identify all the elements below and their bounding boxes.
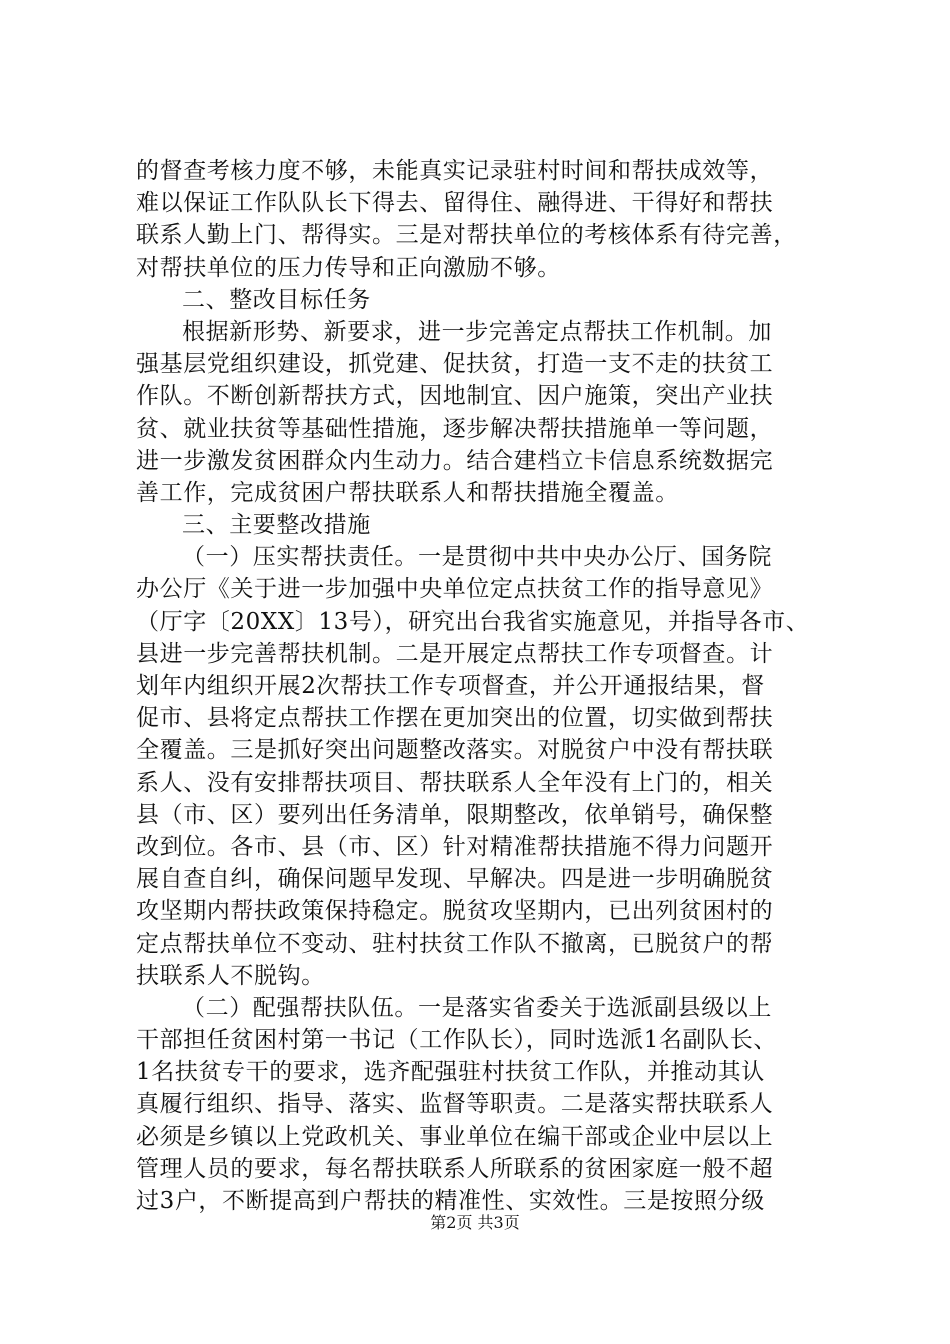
text-line: 过3户，不断提高到户帮扶的精准性、实效性。三是按照分级: [136, 1188, 765, 1214]
text-line: 攻坚期内帮扶政策保持稳定。脱贫攻坚期内，已出列贫困村的: [136, 898, 774, 925]
text-line: 划年内组织开展2次帮扶工作专项督查，并公开通报结果，督: [136, 673, 765, 699]
text-line: 干部担任贫困村第一书记（工作队长），同时选派1名副队长、: [136, 1027, 777, 1054]
text-line: 对帮扶单位的压力传导和正向激励不够。: [136, 254, 561, 281]
text-line: 的督查考核力度不够，未能真实记录驻村时间和帮扶成效等，: [136, 158, 774, 184]
document-body: [136, 155, 828, 1217]
text-line: 定点帮扶单位不变动、驻村扶贫工作队不撤离，已脱贫户的帮: [136, 930, 774, 957]
text-line: 展自查自纠，确保问题早发现、早解决。四是进一步明确脱贫: [136, 866, 774, 893]
text-line: 促市、县将定点帮扶工作摆在更加突出的位置，切实做到帮扶: [136, 705, 774, 732]
text-line: 1名扶贫专干的要求，选齐配强驻村扶贫工作队，并推动其认: [136, 1059, 765, 1086]
text-line: 办公厅《关于进一步加强中央单位定点扶贫工作的指导意见》: [136, 576, 774, 603]
text-line: 县（市、区）要列出任务清单，限期整改，依单销号，确保整: [136, 801, 774, 828]
text-line: 强基层党组织建设，抓党建、促扶贫，打造一支不走的扶贫工: [136, 351, 774, 378]
text-line: 三、主要整改措施: [182, 512, 371, 539]
text-line: 进一步激发贫困群众内生动力。结合建档立卡信息系统数据完: [136, 447, 774, 474]
text-line: 根据新形势、新要求，进一步完善定点帮扶工作机制。加: [182, 318, 772, 345]
text-line: 扶联系人不脱钩。: [136, 962, 325, 989]
text-line: 县进一步完善帮扶机制。二是开展定点帮扶工作专项督查。计: [136, 640, 774, 667]
text-line: 真履行组织、指导、落实、监督等职责。二是落实帮扶联系人: [136, 1091, 774, 1118]
text-line: 联系人勤上门、帮得实。三是对帮扶单位的考核体系有待完善，: [136, 222, 797, 249]
text-line: 系人、没有安排帮扶项目、帮扶联系人全年没有上门的，相关: [136, 769, 774, 796]
page-footer: 第2页 共3页: [430, 1213, 520, 1232]
text-line: 作队。不断创新帮扶方式，因地制宜、因户施策，突出产业扶: [136, 383, 774, 410]
text-line: （厅字〔20XX〕13号），研究出台我省实施意见，并指导各市、: [136, 608, 810, 635]
text-line: 改到位。各市、县（市、区）针对精准帮扶措施不得力问题开: [136, 833, 774, 860]
text-line: 二、整改目标任务: [182, 286, 371, 313]
text-line: （二）配强帮扶队伍。一是落实省委关于选派副县级以上: [182, 994, 772, 1021]
text-line: 难以保证工作队队长下得去、留得住、融得进、干得好和帮扶: [136, 190, 774, 217]
text-line: （一）压实帮扶责任。一是贯彻中共中央办公厅、国务院: [182, 544, 772, 571]
text-line: 全覆盖。三是抓好突出问题整改落实。对脱贫户中没有帮扶联: [136, 737, 774, 764]
text-line: 贫、就业扶贫等基础性措施，逐步解决帮扶措施单一等问题，: [136, 415, 774, 442]
text-line: 管理人员的要求，每名帮扶联系人所联系的贫困家庭一般不超: [136, 1155, 774, 1182]
text-line: 善工作，完成贫困户帮扶联系人和帮扶措施全覆盖。: [136, 479, 679, 506]
text-line: 必须是乡镇以上党政机关、事业单位在编干部或企业中层以上: [136, 1123, 774, 1150]
